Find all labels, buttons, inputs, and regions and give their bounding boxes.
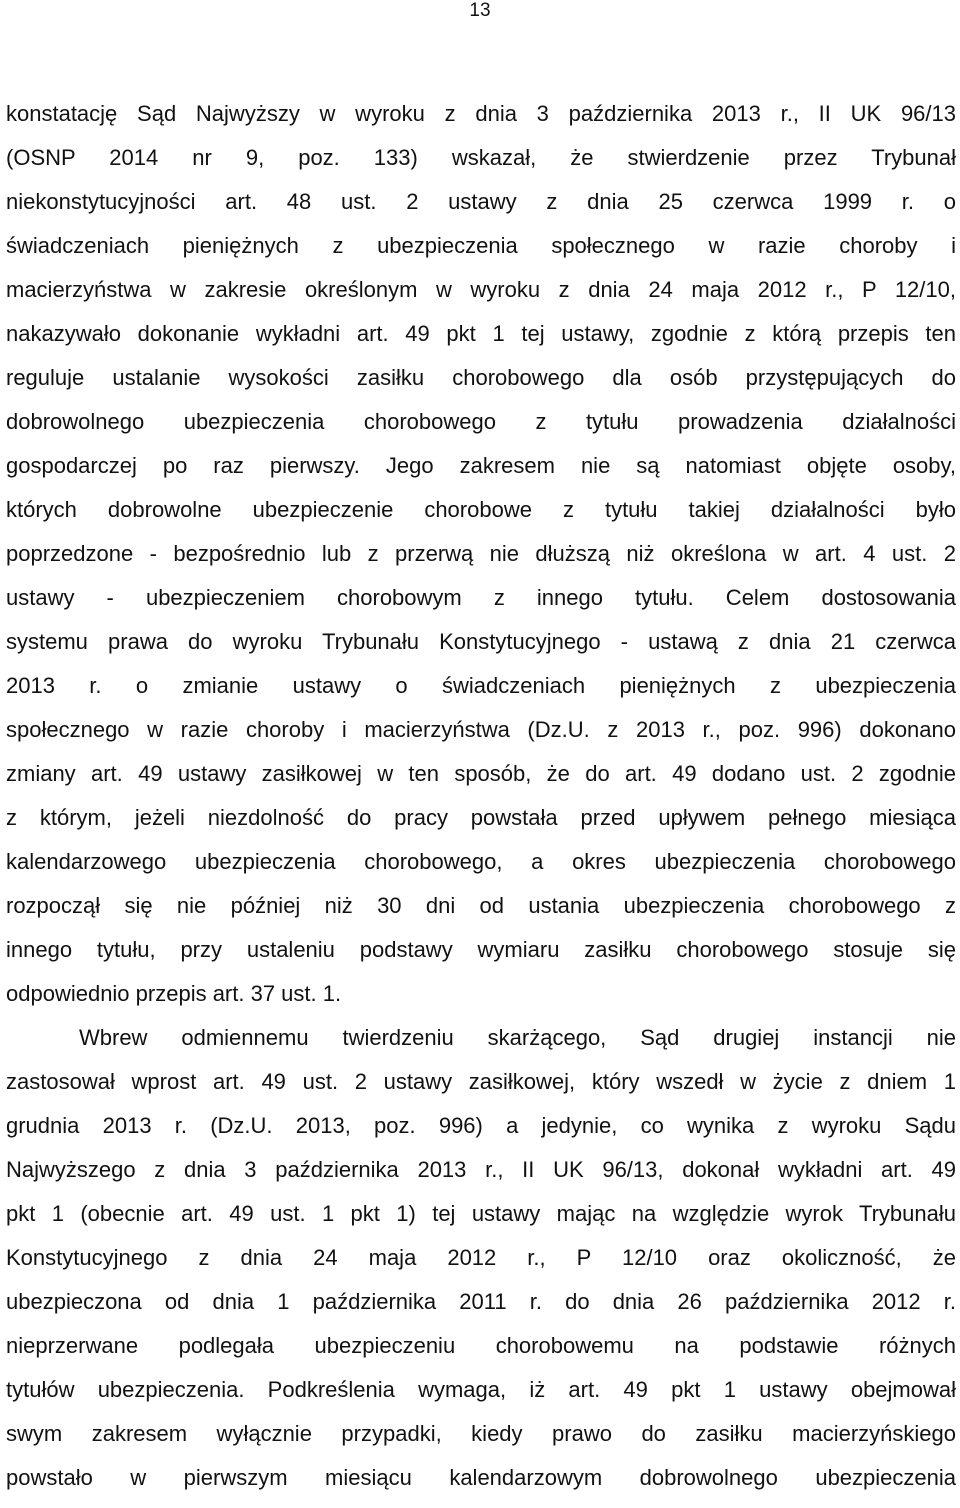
text-line: gospodarczej po raz pierwszy. Jego zakresem nie są natomiast objęte osoby, — [6, 453, 956, 478]
text-line: systemu prawa do wyroku Trybunału Konstytucyjnego - ustawą z dnia 21 czerwca — [6, 629, 956, 654]
text-line: których dobrowolne ubezpieczenie chorobowe z tytułu takiej działalności było — [6, 497, 956, 522]
text-line: nieprzerwane podlegała ubezpieczeniu chorobowemu na podstawie różnych — [6, 1333, 956, 1358]
text-line: świadczeniach pieniężnych z ubezpieczenia społecznego w razie choroby i — [6, 233, 956, 258]
text-line: swym zakresem wyłącznie przypadki, kiedy prawo do zasiłku macierzyńskiego — [6, 1421, 956, 1446]
text-line: powstało w pierwszym miesiącu kalendarzowym dobrowolnego ubezpieczenia — [6, 1465, 956, 1490]
text-line: innego tytułu, przy ustaleniu podstawy wymiaru zasiłku chorobowego stosuje się — [6, 937, 956, 962]
text-line: odpowiednio przepis art. 37 ust. 1. — [6, 981, 342, 1006]
text-line: społecznego w razie choroby i macierzyństwa (Dz.U. z 2013 r., poz. 996) dokonano — [6, 717, 956, 742]
text-line: tytułów ubezpieczenia. Podkreślenia wymaga, iż art. 49 pkt 1 ustawy obejmował — [6, 1377, 956, 1402]
text-line: pkt 1 (obecnie art. 49 ust. 1 pkt 1) tej ustawy mając na względzie wyrok Trybunału — [6, 1201, 956, 1226]
text-line: niekonstytucyjności art. 48 ust. 2 ustawy z dnia 25 czerwca 1999 r. o — [6, 189, 956, 214]
text-line: poprzedzone - bezpośrednio lub z przerwą nie dłuższą niż określona w art. 4 ust. 2 — [6, 541, 956, 566]
text-line: macierzyństwa w zakresie określonym w wyroku z dnia 24 maja 2012 r., P 12/10, — [6, 277, 956, 302]
text-line: nakazywało dokonanie wykładni art. 49 pkt 1 tej ustawy, zgodnie z którą przepis ten — [6, 321, 956, 346]
text-line: Wbrew odmiennemu twierdzeniu skarżącego, Sąd drugiej instancji nie — [79, 1025, 956, 1050]
text-line: Konstytucyjnego z dnia 24 maja 2012 r., P 12/10 oraz okoliczność, że — [6, 1245, 956, 1270]
text-line: 2013 r. o zmianie ustawy o świadczeniach pieniężnych z ubezpieczenia — [6, 673, 956, 698]
text-line: konstatację Sąd Najwyższy w wyroku z dnia 3 października 2013 r., II UK 96/13 — [6, 101, 956, 126]
text-line: kalendarzowego ubezpieczenia chorobowego, a okres ubezpieczenia chorobowego — [6, 849, 956, 874]
text-line: Najwyższego z dnia 3 października 2013 r., II UK 96/13, dokonał wykładni art. 49 — [6, 1157, 956, 1182]
text-line: reguluje ustalanie wysokości zasiłku chorobowego dla osób przystępujących do — [6, 365, 956, 390]
text-line: ustawy - ubezpieczeniem chorobowym z innego tytułu. Celem dostosowania — [6, 585, 956, 610]
text-line: ubezpieczona od dnia 1 października 2011 r. do dnia 26 października 2012 r. — [6, 1289, 956, 1314]
text-line: z którym, jeżeli niezdolność do pracy powstała przed upływem pełnego miesiąca — [6, 805, 956, 830]
text-line: grudnia 2013 r. (Dz.U. 2013, poz. 996) a jedynie, co wynika z wyroku Sądu — [6, 1113, 956, 1138]
text-line: zastosował wprost art. 49 ust. 2 ustawy zasiłkowej, który wszedł w życie z dniem 1 — [6, 1069, 956, 1094]
text-line: dobrowolnego ubezpieczenia chorobowego z tytułu prowadzenia działalności — [6, 409, 956, 434]
text-line: zmiany art. 49 ustawy zasiłkowej w ten sposób, że do art. 49 dodano ust. 2 zgodnie — [6, 761, 956, 786]
page-number: 13 — [469, 0, 491, 21]
document-body — [6, 92, 956, 1500]
text-line: rozpoczął się nie później niż 30 dni od ustania ubezpieczenia chorobowego z — [6, 893, 956, 918]
text-line: (OSNP 2014 nr 9, poz. 133) wskazał, że stwierdzenie przez Trybunał — [6, 145, 956, 170]
